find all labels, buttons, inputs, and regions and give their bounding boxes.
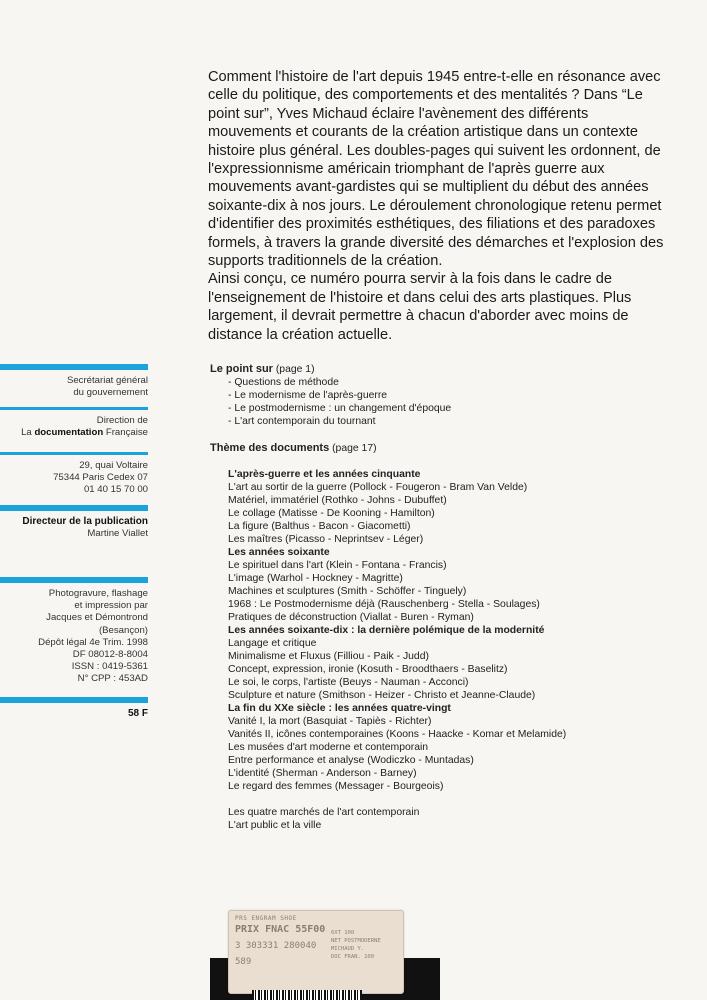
colophon-directeur bbox=[0, 505, 148, 577]
toc-document-item: Langage et critique bbox=[228, 638, 317, 649]
colophon-line: 75344 Paris Cedex 07 bbox=[53, 472, 148, 484]
colophon-line: (Besançon) bbox=[98, 624, 148, 636]
accent-bar bbox=[0, 577, 148, 583]
toc-document-item: L'art au sortir de la guerre (Pollock - Fougeron - Bram Van Velde) bbox=[228, 482, 528, 493]
toc-document-item: Le regard des femmes (Messager - Bourgeois) bbox=[228, 781, 444, 792]
toc-heading-page: (page 1) bbox=[272, 364, 315, 375]
colophon-francaise: Française bbox=[103, 427, 148, 439]
toc-heading bbox=[210, 363, 315, 375]
price: 58 F bbox=[127, 708, 148, 719]
toc-extras bbox=[210, 806, 650, 832]
colophon-line: Secrétariat général bbox=[66, 375, 148, 386]
toc-document-item: Entre performance et analyse (Wodiczko - Muntadas) bbox=[228, 755, 474, 766]
sticker-number: 589 bbox=[235, 957, 252, 967]
toc-section-title: Les années soixante bbox=[228, 547, 330, 558]
directeur-label: Directeur de la publication bbox=[22, 516, 148, 527]
toc-document-item: Les musées d'art moderne et contemporain bbox=[228, 742, 429, 753]
colophon-documentation: documentation bbox=[34, 427, 104, 439]
colophon-line: Dépôt légal 4e Trim. 1998 bbox=[38, 636, 148, 648]
toc-heading-page: (page 17) bbox=[329, 443, 377, 454]
colophon-line: 29, quai Voltaire bbox=[79, 460, 148, 471]
sticker-small-print: 6XT 100 NET POSTMODERNE MICHAUD Y. DOC FRAN. 100 bbox=[331, 930, 381, 960]
accent-bar bbox=[0, 407, 148, 410]
toc-item: - L'art contemporain du tournant bbox=[228, 416, 376, 427]
toc-document-item: Machines et sculptures (Smith - Schöffer - Tinguely) bbox=[228, 586, 467, 597]
colophon-price bbox=[0, 697, 148, 720]
toc-document-item: Sculpture et nature (Smithson - Heizer - Christo et Jeanne-Claude) bbox=[228, 690, 536, 701]
toc-document-item: Les maîtres (Picasso - Neprintsev - Léger) bbox=[228, 534, 424, 545]
colophon-sidebar bbox=[0, 364, 148, 720]
colophon-line: du gouvernement bbox=[73, 387, 148, 399]
intro-text bbox=[208, 68, 668, 344]
toc-document-item: Vanités II, icônes contemporaines (Koons - Haacke - Komar et Melamide) bbox=[228, 729, 567, 740]
toc-document-item: L'image (Warhol - Hockney - Magritte) bbox=[228, 573, 403, 584]
accent-bar bbox=[0, 452, 148, 455]
toc-section-title: La fin du XXe siècle : les années quatre-vingt bbox=[228, 703, 451, 714]
toc-point-sur bbox=[210, 363, 650, 428]
toc-document-item: La figure (Balthus - Bacon - Giacometti) bbox=[228, 521, 411, 532]
colophon-line bbox=[0, 427, 148, 439]
toc-document-item: Pratiques de déconstruction (Viallat - Buren - Ryman) bbox=[228, 612, 474, 623]
colophon-line: ISSN : 0419-5361 bbox=[71, 661, 148, 673]
colophon-direction bbox=[0, 407, 148, 452]
toc-heading bbox=[210, 442, 377, 454]
accent-bar bbox=[0, 697, 148, 703]
price-sticker bbox=[228, 910, 404, 994]
toc-document-item: L'identité (Sherman - Anderson - Barney) bbox=[228, 768, 417, 779]
toc-section-title: Les années soixante-dix : la dernière polémique de la modernité bbox=[228, 625, 545, 636]
toc-document-item: Les quatre marchés de l'art contemporain bbox=[228, 807, 420, 818]
toc-document-list bbox=[210, 468, 650, 793]
accent-bar bbox=[0, 364, 148, 370]
colophon-line: Photogravure, flashage bbox=[48, 588, 148, 599]
colophon-credits bbox=[0, 577, 148, 697]
accent-bar bbox=[0, 505, 148, 511]
colophon-line: Direction de bbox=[96, 415, 148, 426]
colophon-line: N° CPP : 453AD bbox=[77, 673, 148, 685]
colophon-line: 01 40 15 70 00 bbox=[83, 484, 148, 496]
toc-document-item: Minimalisme et Fluxus (Filliou - Paik - Judd) bbox=[228, 651, 429, 662]
toc-item: - Le postmodernisme : un changement d'époque bbox=[228, 403, 452, 414]
table-of-contents bbox=[210, 363, 650, 832]
toc-document-item: Le soi, le corps, l'artiste (Beuys - Nauman - Acconci) bbox=[228, 677, 469, 688]
toc-document-item: Vanité I, la mort (Basquiat - Tapiès - Richter) bbox=[228, 716, 432, 727]
toc-heading-title: Thème des documents bbox=[210, 442, 330, 454]
barcode bbox=[252, 990, 362, 1000]
colophon-la: La bbox=[21, 427, 35, 439]
toc-document-item: 1968 : Le Postmodernisme déjà (Rauschenberg - Stella - Soulages) bbox=[228, 599, 540, 610]
toc-item: - Le modernisme de l'après-guerre bbox=[228, 390, 388, 401]
intro-paragraph-1: Comment l'histoire de l'art depuis 1945 entre-t-elle en résonance avec celle du politique, des comportements et des mentalités ? Dans “Le point sur”, Yves Michaud éclaire l'avènement des différents mouvements et courants de la création artistique dans un contexte histoire plus général. Les doubles-pages qui suivent les ordonnent, de l'expressionnisme américain triomphant de l'après guerre aux mouvements avant-gardistes qui se multiplient du début des années soixante-dix à nos jours. Le déroulement chronologique retenu permet d'identifier des proximités esthétiques, des filiations et des paradoxes formels, à travers la grande diversité des démarches et l'explosion des supports traditionnels de la création. bbox=[208, 69, 664, 270]
sticker-line: PRS ENGRAM SHOE bbox=[235, 915, 297, 922]
toc-item: - Questions de méthode bbox=[228, 377, 339, 388]
toc-document-item: Concept, expression, ironie (Kosuth - Broodthaers - Baselitz) bbox=[228, 664, 508, 675]
toc-section-title: L'après-guerre et les années cinquante bbox=[228, 469, 421, 480]
intro-paragraph-2: Ainsi conçu, ce numéro pourra servir à la fois dans le cadre de l'enseignement de l'histoire et dans celui des arts plastiques. Plus largement, il devrait permettre à chacun d'aborder avec moins de distance la création actuelle. bbox=[208, 271, 632, 343]
sticker-price: PRIX FNAC 55F00 bbox=[235, 924, 326, 935]
colophon-address bbox=[0, 452, 148, 497]
toc-theme bbox=[210, 442, 650, 455]
colophon-line: Jacques et Démontrond bbox=[46, 612, 148, 624]
toc-heading-title: Le point sur bbox=[210, 363, 273, 375]
colophon-line: DF 08012-8-8004 bbox=[72, 649, 148, 661]
toc-document-item: Le collage (Matisse - De Kooning - Hamilton) bbox=[228, 508, 435, 519]
toc-document-item: Matériel, immatériel (Rothko - Johns - Dubuffet) bbox=[228, 495, 447, 506]
directeur-name: Martine Viallet bbox=[87, 528, 148, 540]
toc-document-item: L'art public et la ville bbox=[228, 820, 322, 831]
sticker-code: 3 303331 280040 bbox=[235, 941, 317, 951]
colophon-line: et impression par bbox=[74, 600, 148, 612]
toc-document-item: Le spirituel dans l'art (Klein - Fontana - Francis) bbox=[228, 560, 447, 571]
colophon-sg bbox=[0, 364, 148, 407]
